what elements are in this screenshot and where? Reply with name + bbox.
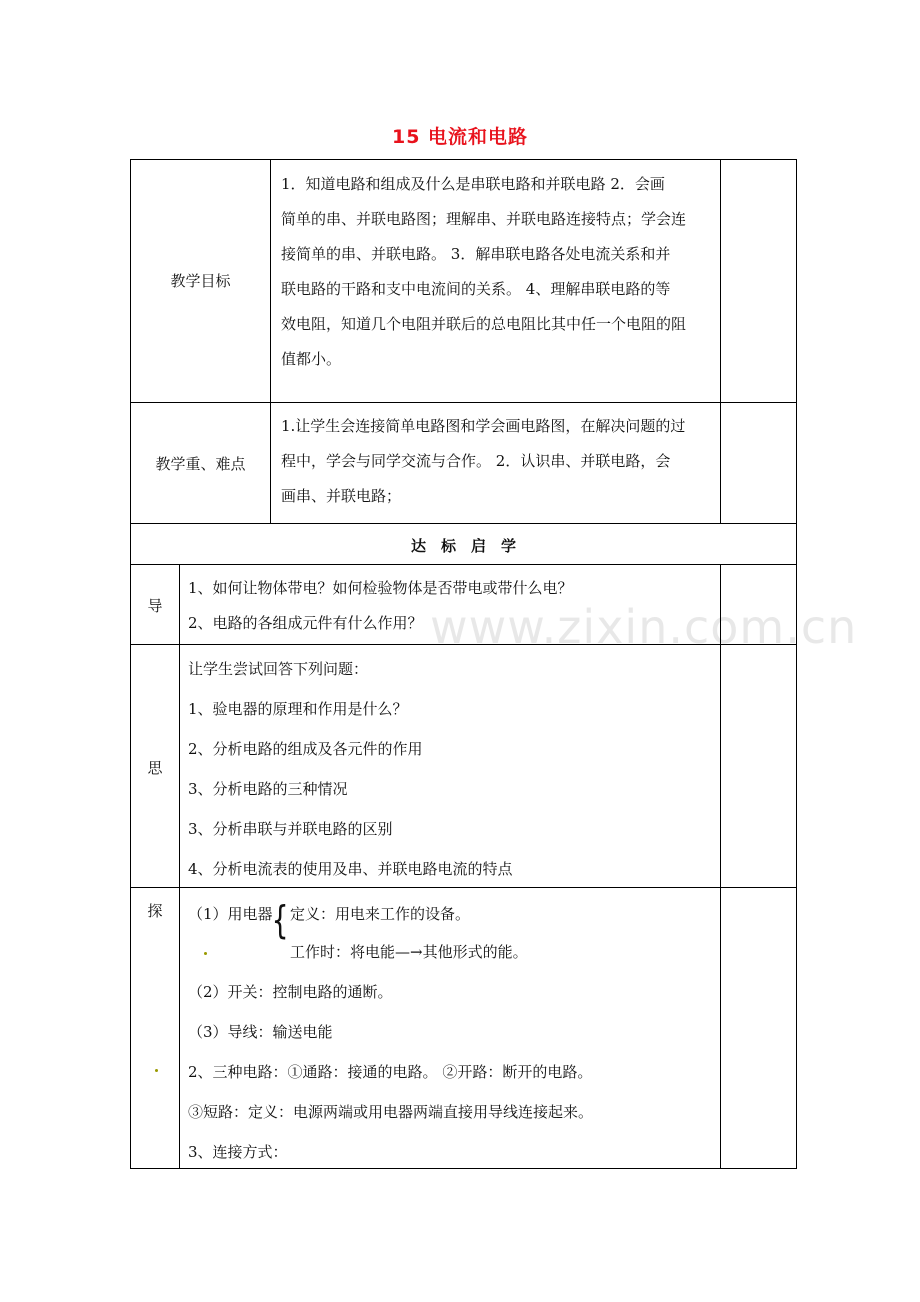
tan-item1-prefix: （1）用电器	[188, 905, 273, 923]
tan-item1-def: 定义：用电来工作的设备。	[290, 905, 471, 923]
stray-dot	[204, 952, 207, 955]
section-header: 达 标 启 学	[410, 537, 516, 555]
tan-label: 探	[147, 902, 163, 920]
dao-content-cell	[179, 564, 721, 645]
si-line: 3、分析串联与并联电路的区别	[188, 820, 393, 838]
tan-connection: 3、连接方式：	[188, 1143, 288, 1161]
si-label: 思	[147, 759, 163, 777]
objectives-line: 值都小。	[281, 350, 342, 368]
tan-item1-work: 工作时：将电能—→其他形式的能。	[290, 943, 528, 961]
keypoints-line: 1.让学生会连接简单电路图和学会画电路图，在解决问题的过	[281, 417, 686, 435]
objectives-content-cell	[270, 159, 721, 403]
tan-item3: （3）导线：输送电能	[188, 1023, 333, 1041]
dao-notes-cell	[720, 564, 797, 645]
keypoints-label: 教学重、难点	[155, 455, 246, 473]
si-line: 2、分析电路的组成及各元件的作用	[188, 740, 423, 758]
si-line: 3、分析电路的三种情况	[188, 780, 348, 798]
watermark: www.zixin.com.cn	[430, 600, 858, 654]
si-line: 让学生尝试回答下列问题：	[188, 660, 369, 678]
objectives-notes-cell	[720, 159, 797, 403]
stray-dot	[155, 1069, 158, 1072]
keypoints-line: 画串、并联电路；	[281, 487, 402, 505]
tan-notes-cell	[720, 887, 797, 1169]
dao-line: 2、电路的各组成元件有什么作用？	[188, 614, 423, 632]
si-content-cell	[179, 644, 721, 888]
keypoints-notes-cell	[720, 402, 797, 524]
tan-short-circuit: ③短路：定义：电源两端或用电器两端直接用导线连接起来。	[188, 1103, 594, 1121]
tan-three-circuits: 2、三种电路：①通路：接通的电路。 ②开路：断开的电路。	[188, 1063, 593, 1081]
dao-label-cell	[130, 564, 180, 645]
tan-content-cell	[179, 887, 721, 1169]
brace-icon: {	[271, 898, 289, 942]
objectives-line: 简单的串、并联电路图；理解串、并联电路连接特点；学会连	[281, 210, 687, 228]
objectives-label: 教学目标	[170, 272, 231, 290]
objectives-line: 1．知道电路和组成及什么是串联电路和并联电路 2．会画	[281, 175, 665, 193]
keypoints-line: 程中，学会与同学交流与合作。 2．认识串、并联电路，会	[281, 452, 671, 470]
objectives-line: 接简单的串、并联电路。 3．解串联电路各处电流关系和并	[281, 245, 671, 263]
si-line: 1、验电器的原理和作用是什么？	[188, 700, 408, 718]
section-header-cell	[130, 523, 797, 565]
tan-item2: （2）开关：控制电路的通断。	[188, 983, 393, 1001]
si-line: 4、分析电流表的使用及串、并联电路电流的特点	[188, 860, 513, 878]
si-notes-cell	[720, 644, 797, 888]
objectives-line: 联电路的干路和支中电流间的关系。 4、理解串联电路的等	[281, 280, 671, 298]
keypoints-content-cell	[270, 402, 721, 524]
objectives-label-cell	[130, 159, 271, 403]
objectives-line: 效电阻，知道几个电阻并联后的总电阻比其中任一个电阻的阻	[281, 315, 687, 333]
keypoints-label-cell	[130, 402, 271, 524]
dao-line: 1、如何让物体带电？如何检验物体是否带电或带什么电？	[188, 579, 573, 597]
tan-label-cell	[130, 887, 180, 1169]
dao-label: 导	[147, 597, 163, 615]
si-label-cell	[130, 644, 180, 888]
page-title: 15 电流和电路	[391, 126, 529, 148]
